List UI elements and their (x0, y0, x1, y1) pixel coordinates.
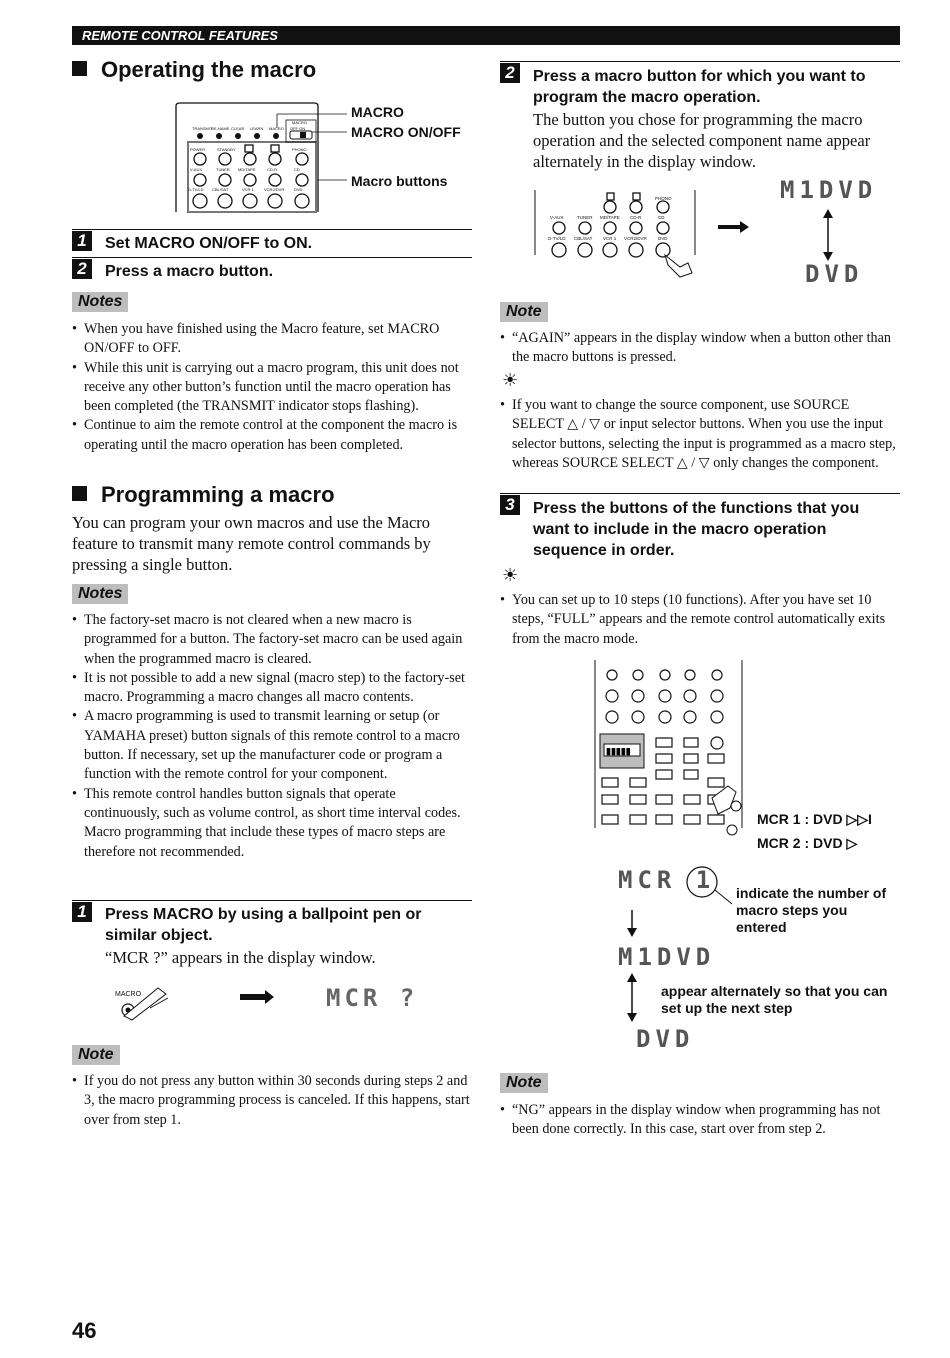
svg-text:VCR2/DVR: VCR2/DVR (624, 236, 647, 241)
svg-text:VCR 1: VCR 1 (603, 236, 617, 241)
svg-text:MACRO: MACRO (269, 126, 284, 131)
svg-text:VCR2/DVR: VCR2/DVR (264, 187, 285, 192)
display-m1dvd-2: M1DVD (618, 943, 716, 971)
display-dvd: DVD (805, 260, 864, 288)
macro-pen-label: MACRO (115, 991, 142, 998)
page-number: 46 (72, 1318, 97, 1343)
section-title-programming: Programming a macro (72, 482, 335, 508)
callout-number: indicate the number of macro steps you entered (736, 885, 887, 935)
tip-icon: ☀ (502, 370, 519, 390)
svg-text:LEARN: LEARN (250, 126, 264, 131)
svg-text:CD-R: CD-R (267, 167, 277, 172)
svg-text:D-TV/LD: D-TV/LD (548, 236, 566, 241)
svg-text:V-AUX: V-AUX (550, 215, 564, 220)
note-list-end (500, 1101, 900, 1140)
svg-text:STANDBY: STANDBY (217, 147, 236, 152)
step-bar (500, 61, 900, 62)
svg-text:MD/TAPE: MD/TAPE (238, 167, 256, 172)
list-item: • When you have finished using the Macro feature, set MACRO ON/OFF to OFF. (72, 320, 472, 359)
step-bar (72, 229, 472, 230)
square-bullet-icon (72, 61, 87, 76)
step-bar (72, 257, 472, 258)
svg-text:CD-R: CD-R (630, 215, 642, 220)
list-item: • The factory-set macro is not cleared when a new macro is programmed for a button. The factory-set macro can be used again when the programmed macro is cleared. (72, 611, 472, 669)
svg-text:CBL/SAT: CBL/SAT (574, 236, 593, 241)
svg-text:MACRO: MACRO (292, 120, 307, 125)
list-item: • If you do not press any button within 30 seconds during steps 2 and 3, the macro programming process is canceled. If this happens, start over from step 1. (72, 1072, 472, 1130)
svg-text:PHONO: PHONO (292, 147, 307, 152)
section-header: REMOTE CONTROL FEATURES (72, 26, 900, 45)
display-mcr: MCR ? (326, 984, 419, 1012)
note-label: Note (72, 1045, 120, 1065)
right-step-2-text: Press a macro button for which you want to program the macro operation. (533, 68, 866, 106)
svg-text:DVD: DVD (294, 187, 303, 192)
notes-list-1 (72, 320, 472, 455)
note-list-3 (72, 1072, 472, 1130)
callout-alternately: appear alternately so that you can set up the next step (661, 983, 888, 1016)
svg-text:TUNER: TUNER (216, 167, 230, 172)
square-bullet-icon (72, 486, 87, 501)
notes-list-2 (72, 611, 472, 862)
notes-label: Notes (72, 584, 128, 604)
notes-label: Notes (72, 292, 128, 312)
right-step-2-sub: The button you chose for programming the macro operation and the selected component name appear alternately in the display window. (533, 110, 871, 171)
section-title-operating: Operating the macro (72, 57, 316, 83)
svg-text:OFF ON: OFF ON (290, 126, 306, 131)
note-list (500, 329, 900, 368)
svg-text:CD: CD (294, 167, 300, 172)
tip-icon: ☀ (502, 565, 519, 585)
svg-text:TUNER: TUNER (577, 215, 593, 220)
step-bar (72, 900, 472, 901)
prog-step-1-text: Press MACRO by using a ballpoint pen or similar object. (105, 906, 422, 944)
display-dvd-2: DVD (636, 1025, 695, 1053)
svg-text:CBL/SAT: CBL/SAT (212, 187, 229, 192)
display-mcr1: MCR 1 (618, 866, 716, 894)
svg-text:▮▮▮▮▮: ▮▮▮▮▮ (606, 746, 631, 756)
display-m1dvd: M1DVD (780, 176, 878, 204)
remote-macro-figure (172, 100, 472, 215)
step-1: 1 (72, 231, 92, 251)
label-macro: MACRO (351, 104, 404, 120)
list-item: • This remote control handles button signals that operate continuously, such as volume control, as short time interval codes. Macro programming that include these types of macro steps are therefore not recommended. (72, 785, 472, 862)
intro-paragraph: You can program your own macros and use the Macro feature to transmit many remote control commands by pressing a single button. (72, 513, 431, 574)
remote-full-figure (590, 658, 760, 843)
svg-text:MD/TAPE: MD/TAPE (600, 215, 620, 220)
label-macro-buttons: Macro buttons (351, 173, 448, 189)
step-2: 2 (72, 259, 92, 279)
note-label: Note (500, 1073, 548, 1093)
list-item: • You can set up to 10 steps (10 functions). After you have set 10 steps, “FULL” appears and the remote control automatically exits from the macro mode. (500, 591, 900, 649)
label-mcr1: MCR 1 : DVD ▷▷I (757, 811, 872, 827)
svg-text:V-AUX: V-AUX (190, 167, 203, 172)
list-item: • While this unit is carrying out a macro program, this unit does not receive any other button’s function until the macro operation has been completed (the TRANSMIT indicator stops flashing). (72, 359, 472, 417)
svg-text:VCR 1: VCR 1 (242, 187, 254, 192)
svg-text:RE-NAME: RE-NAME (211, 126, 230, 131)
svg-text:DVD: DVD (658, 236, 668, 241)
prog-step-1-sub: “MCR ?” appears in the display window. (105, 948, 376, 967)
svg-text:TRANSMIT: TRANSMIT (192, 126, 213, 131)
svg-text:CLEAR: CLEAR (231, 126, 245, 131)
prog-step-1: 1 (72, 902, 92, 922)
step-2-text: Press a macro button. (105, 263, 274, 280)
svg-text:CD: CD (658, 215, 665, 220)
list-item: • If you want to change the source component, use SOURCE SELECT △ / ▽ or input selector buttons. When you use the input selector buttons, selecting the input is programmed as a macro step, whereas SOURCE SELECT △ / ▽ only changes the component. (500, 396, 900, 473)
label-macro-onoff: MACRO ON/OFF (351, 124, 461, 140)
svg-text:D-TV/LD: D-TV/LD (188, 187, 204, 192)
right-step-3-text: Press the buttons of the functions that you want to include in the macro operation sequence in order. (533, 500, 860, 559)
list-item: • Continue to aim the remote control at the component the macro is operating until the macro operation has been completed. (72, 416, 472, 455)
note-label: Note (500, 302, 548, 322)
right-step-2: 2 (500, 63, 520, 83)
list-item: • It is not possible to add a new signal (macro step) to the factory-set macro. Programming a macro changes all macro contents. (72, 669, 472, 708)
svg-text:PHONO: PHONO (655, 196, 672, 201)
right-step-3: 3 (500, 495, 520, 515)
list-item: • A macro programming is used to transmit learning or setup (or YAMAHA preset) button signals of this remote control to a macro button. If necessary, set up the manufacturer code or program a function with the remote control for your component. (72, 707, 472, 784)
tip-list-2 (500, 591, 900, 649)
list-item: • “AGAIN” appears in the display window when a button other than the macro buttons is pressed. (500, 329, 900, 368)
step-1-text: Set MACRO ON/OFF to ON. (105, 235, 313, 252)
svg-text:POWER: POWER (190, 147, 206, 152)
tip-list-1 (500, 396, 900, 473)
list-item: • “NG” appears in the display window when programming has not been done correctly. In this case, start over from step 2. (500, 1101, 900, 1140)
label-mcr2: MCR 2 : DVD ▷ (757, 835, 858, 851)
step-bar (500, 493, 900, 494)
